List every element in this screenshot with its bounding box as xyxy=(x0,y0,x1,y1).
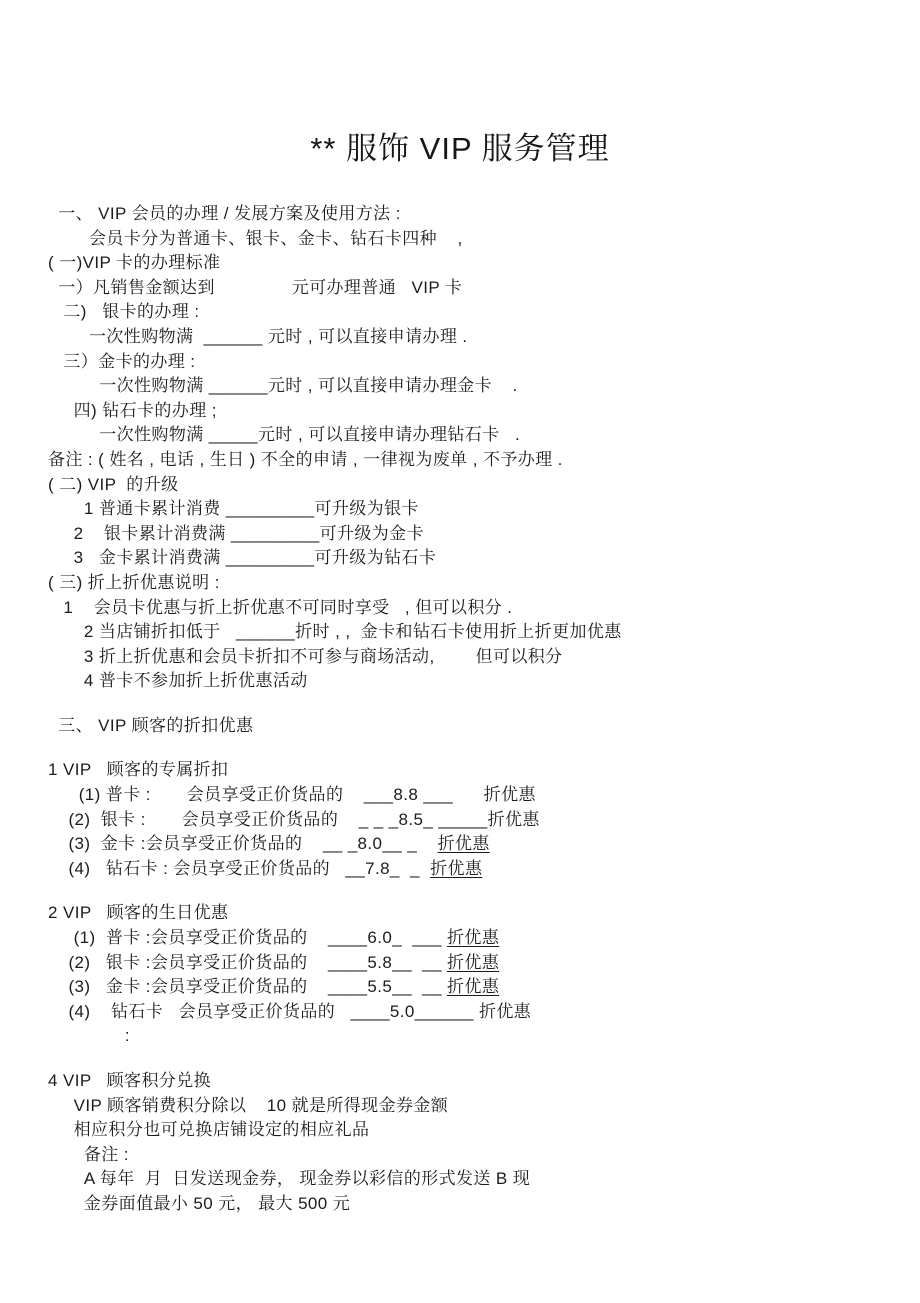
item-normal-card: 一）凡销售金额达到 元可办理普通 VIP 卡 xyxy=(48,277,463,297)
points-gift-rule: 相应积分也可兑换店铺设定的相应礼品 xyxy=(48,1120,370,1140)
points-note-a: A 每年 月 日发送现金券， 现金券以彩信的形式发送 B 现 xyxy=(48,1169,531,1189)
item-gold-card-detail: 一次性购物满 ______元时 , 可以直接申请办理金卡 . xyxy=(48,376,518,396)
blank-line xyxy=(48,881,884,901)
subheading-exclusive-discount: 1 VIP 顾客的专属折扣 xyxy=(48,760,229,780)
points-rule: VIP 顾客销费积分除以 10 就是所得现金券金额 xyxy=(48,1095,449,1115)
heading-section-1: 一、 VIP 会员的办理 / 发展方案及使用方法 : xyxy=(48,204,401,223)
heading-1-1-card-standards: ( 一)VIP 卡的办理标准 xyxy=(48,253,221,273)
upgrade-normal-to-silver: 1 普通卡累计消费 _________可升级为银卡 xyxy=(48,499,419,519)
subheading-birthday-discount: 2 VIP 顾客的生日优惠 xyxy=(48,903,229,923)
exclusive-normal-card: (1) 普卡 : 会员享受正价货品的 ___8.8 ___ 折优惠 xyxy=(48,785,536,805)
points-note-b: 金券面值最小 50 元， 最大 500 元 xyxy=(48,1193,351,1213)
heading-1-3-extra-discount: ( 三) 折上折优惠说明 : xyxy=(48,572,220,592)
extra-discount-note-4: 4 普卡不参加折上折优惠活动 xyxy=(48,671,308,691)
blank-line xyxy=(48,1049,884,1069)
exclusive-silver-card: (2) 银卡 : 会员享受正价货品的 _ _ _8.5_ _____折优惠 xyxy=(48,809,540,829)
upgrade-gold-to-diamond: 3 金卡累计消费满 _________可升级为钻石卡 xyxy=(48,548,437,568)
birthday-silver-card: (2) 银卡 :会员享受正价货品的 ____5.8__ __ 折优惠 xyxy=(48,952,500,972)
item-silver-card-detail: 一次性购物满 ______ 元时 , 可以直接申请办理 . xyxy=(48,326,468,346)
document-body xyxy=(0,202,920,1217)
birthday-gold-card: (3) 金卡 :会员享受正价货品的 ____5.5__ __ 折优惠 xyxy=(48,977,500,997)
points-note-label: 备注 : xyxy=(48,1144,129,1164)
extra-discount-note-1: 1 会员卡优惠与折上折优惠不可同时享受 , 但可以积分 . xyxy=(48,597,513,617)
exclusive-diamond-card: (4) 钻石卡 : 会员享受正价货品的 __7.8_ _ 折优惠 xyxy=(48,858,483,878)
note-invalid-application: 备注 : ( 姓名 , 电话 , 生日 ) 不全的申请 , 一律视为废单 , 不予办理 . xyxy=(48,449,563,469)
blank-line xyxy=(48,738,884,758)
heading-1-2-upgrade: ( 二) VIP 的升级 xyxy=(48,474,179,494)
heading-section-3: 三、 VIP 顾客的折扣优惠 xyxy=(48,715,254,735)
extra-discount-note-3: 3 折上折优惠和会员卡折扣不可参与商场活动, 但可以积分 xyxy=(48,646,563,666)
upgrade-silver-to-gold: 2 银卡累计消费满 _________可升级为金卡 xyxy=(48,523,424,543)
intro-card-types: 会员卡分为普通卡、银卡、金卡、钻石卡四种 , xyxy=(48,228,463,248)
item-gold-card-title: 三）金卡的办理 : xyxy=(48,351,196,371)
item-diamond-card-detail: 一次性购物满 _____元时 , 可以直接申请办理钻石卡 . xyxy=(48,425,521,445)
extra-discount-note-2: 2 当店铺折扣低于 ______折时 , , 金卡和钻石卡使用折上折更加优惠 xyxy=(48,622,622,642)
birthday-normal-card: (1) 普卡 :会员享受正价货品的 ____6.0_ ___ 折优惠 xyxy=(48,928,500,948)
item-diamond-card-title: 四) 钻石卡的办理 ; xyxy=(48,400,217,420)
item-silver-card-title: 二) 银卡的办理 : xyxy=(48,302,200,322)
exclusive-gold-card: (3) 金卡 :会员享受正价货品的 __ _8.0__ _ 折优惠 xyxy=(48,834,490,854)
blank-line xyxy=(48,694,884,714)
subheading-points-exchange: 4 VIP 顾客积分兑换 xyxy=(48,1071,212,1090)
birthday-colon: : xyxy=(48,1026,130,1046)
birthday-diamond-card: (4) 钻石卡 会员享受正价货品的 ____5.0______ 折优惠 xyxy=(48,1001,532,1021)
document-title: ** 服饰 VIP 服务管理 xyxy=(310,131,610,166)
